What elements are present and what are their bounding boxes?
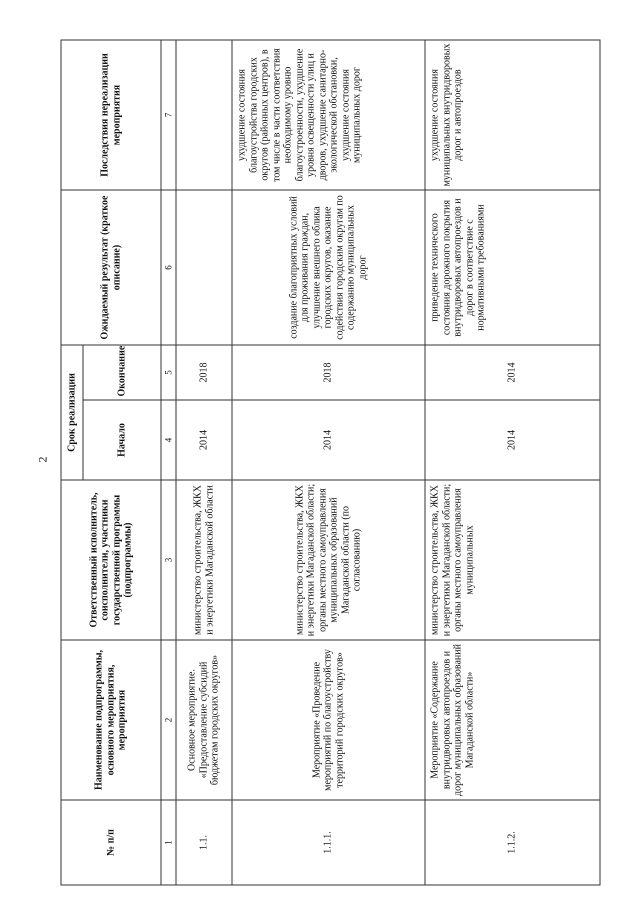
row-start: 2014: [425, 400, 600, 480]
row-name: Мероприятие «Проведение мероприятий по благоустройству территорий городских округов»: [232, 640, 425, 800]
header-result: Ожидаемый результат (краткое описание): [61, 190, 161, 345]
header-start: Начало: [83, 400, 161, 480]
header-name: Наименование подпрограммы, основного мероприятия, мероприятия: [61, 640, 161, 800]
row-responsible: министерство строительства, ЖКХ и энергетики Магаданской области; органы местного самоуправления муниципальных образований Магаданской области (по согласованию): [232, 480, 425, 640]
row-responsible: министерство строительства, ЖКХ и энергетики Магаданской области: [176, 480, 232, 640]
column-number: 7: [161, 40, 176, 190]
row-responsible: министерство строительства, ЖКХ и энергетики Магаданской области; органы местного самоуправления муниципальных: [425, 480, 600, 640]
activities-table: [60, 39, 600, 885]
column-number: 1: [161, 800, 176, 885]
header-responsible: Ответственный исполнитель, соисполнители, участники государственной программы (подпрограммы): [61, 480, 161, 640]
column-number: 4: [161, 400, 176, 480]
row-start: 2014: [232, 400, 425, 480]
row-start: 2014: [176, 400, 232, 480]
table-row: [232, 40, 425, 885]
row-result: [176, 190, 232, 345]
row-result: приведение технического состояния дорожного покрытия внутридворовых автопроездов и дорог в соответствие с нормативными требованиями: [425, 190, 600, 345]
row-result: создание благоприятных условий для проживания граждан, улучшение внешнего облика городских округов, оказание содействия городским округам по содержанию муниципальных дорог: [232, 190, 425, 345]
row-number: 1.1.1.: [232, 800, 425, 885]
row-name: Мероприятие «Содержание внутридворовых автопроездов и дорог муниципальных образований Магаданской области»: [425, 640, 600, 800]
row-end: 2018: [176, 345, 232, 400]
header-period: Срок реализации: [61, 345, 83, 480]
row-end: 2018: [232, 345, 425, 400]
row-consequence: ухудшение состояния благоустройства городских округов (районных центров), в том числе в части соответствия необходимому уровню благоустроенности, ухудшение уровня освещенности улиц и дворов, ухудшение санитарно-экологической обстановки, ухудшение состояния муниципальных дорог: [232, 40, 425, 190]
row-end: 2014: [425, 345, 600, 400]
row-consequence: [176, 40, 232, 190]
column-number: 5: [161, 345, 176, 400]
table-row: [176, 40, 232, 885]
page-number: 2: [35, 456, 50, 463]
table-row: [425, 40, 600, 885]
column-number: 2: [161, 640, 176, 800]
column-numbers-row: [161, 40, 176, 885]
header-number: № п/п: [61, 800, 161, 885]
header-consequence: Последствия нереализации мероприятия: [61, 40, 161, 190]
row-number: 1.1.2.: [425, 800, 600, 885]
row-name: Основное мероприятие. «Предоставление субсидий бюджетам городских округов»: [176, 640, 232, 800]
row-number: 1.1.: [176, 800, 232, 885]
column-number: 6: [161, 190, 176, 345]
rotated-table-container: [60, 40, 600, 885]
column-number: 3: [161, 480, 176, 640]
row-consequence: ухудшение состояния муниципальных внутридворовых дорог и автопроездов: [425, 40, 600, 190]
header-end: Окончание: [83, 345, 161, 400]
